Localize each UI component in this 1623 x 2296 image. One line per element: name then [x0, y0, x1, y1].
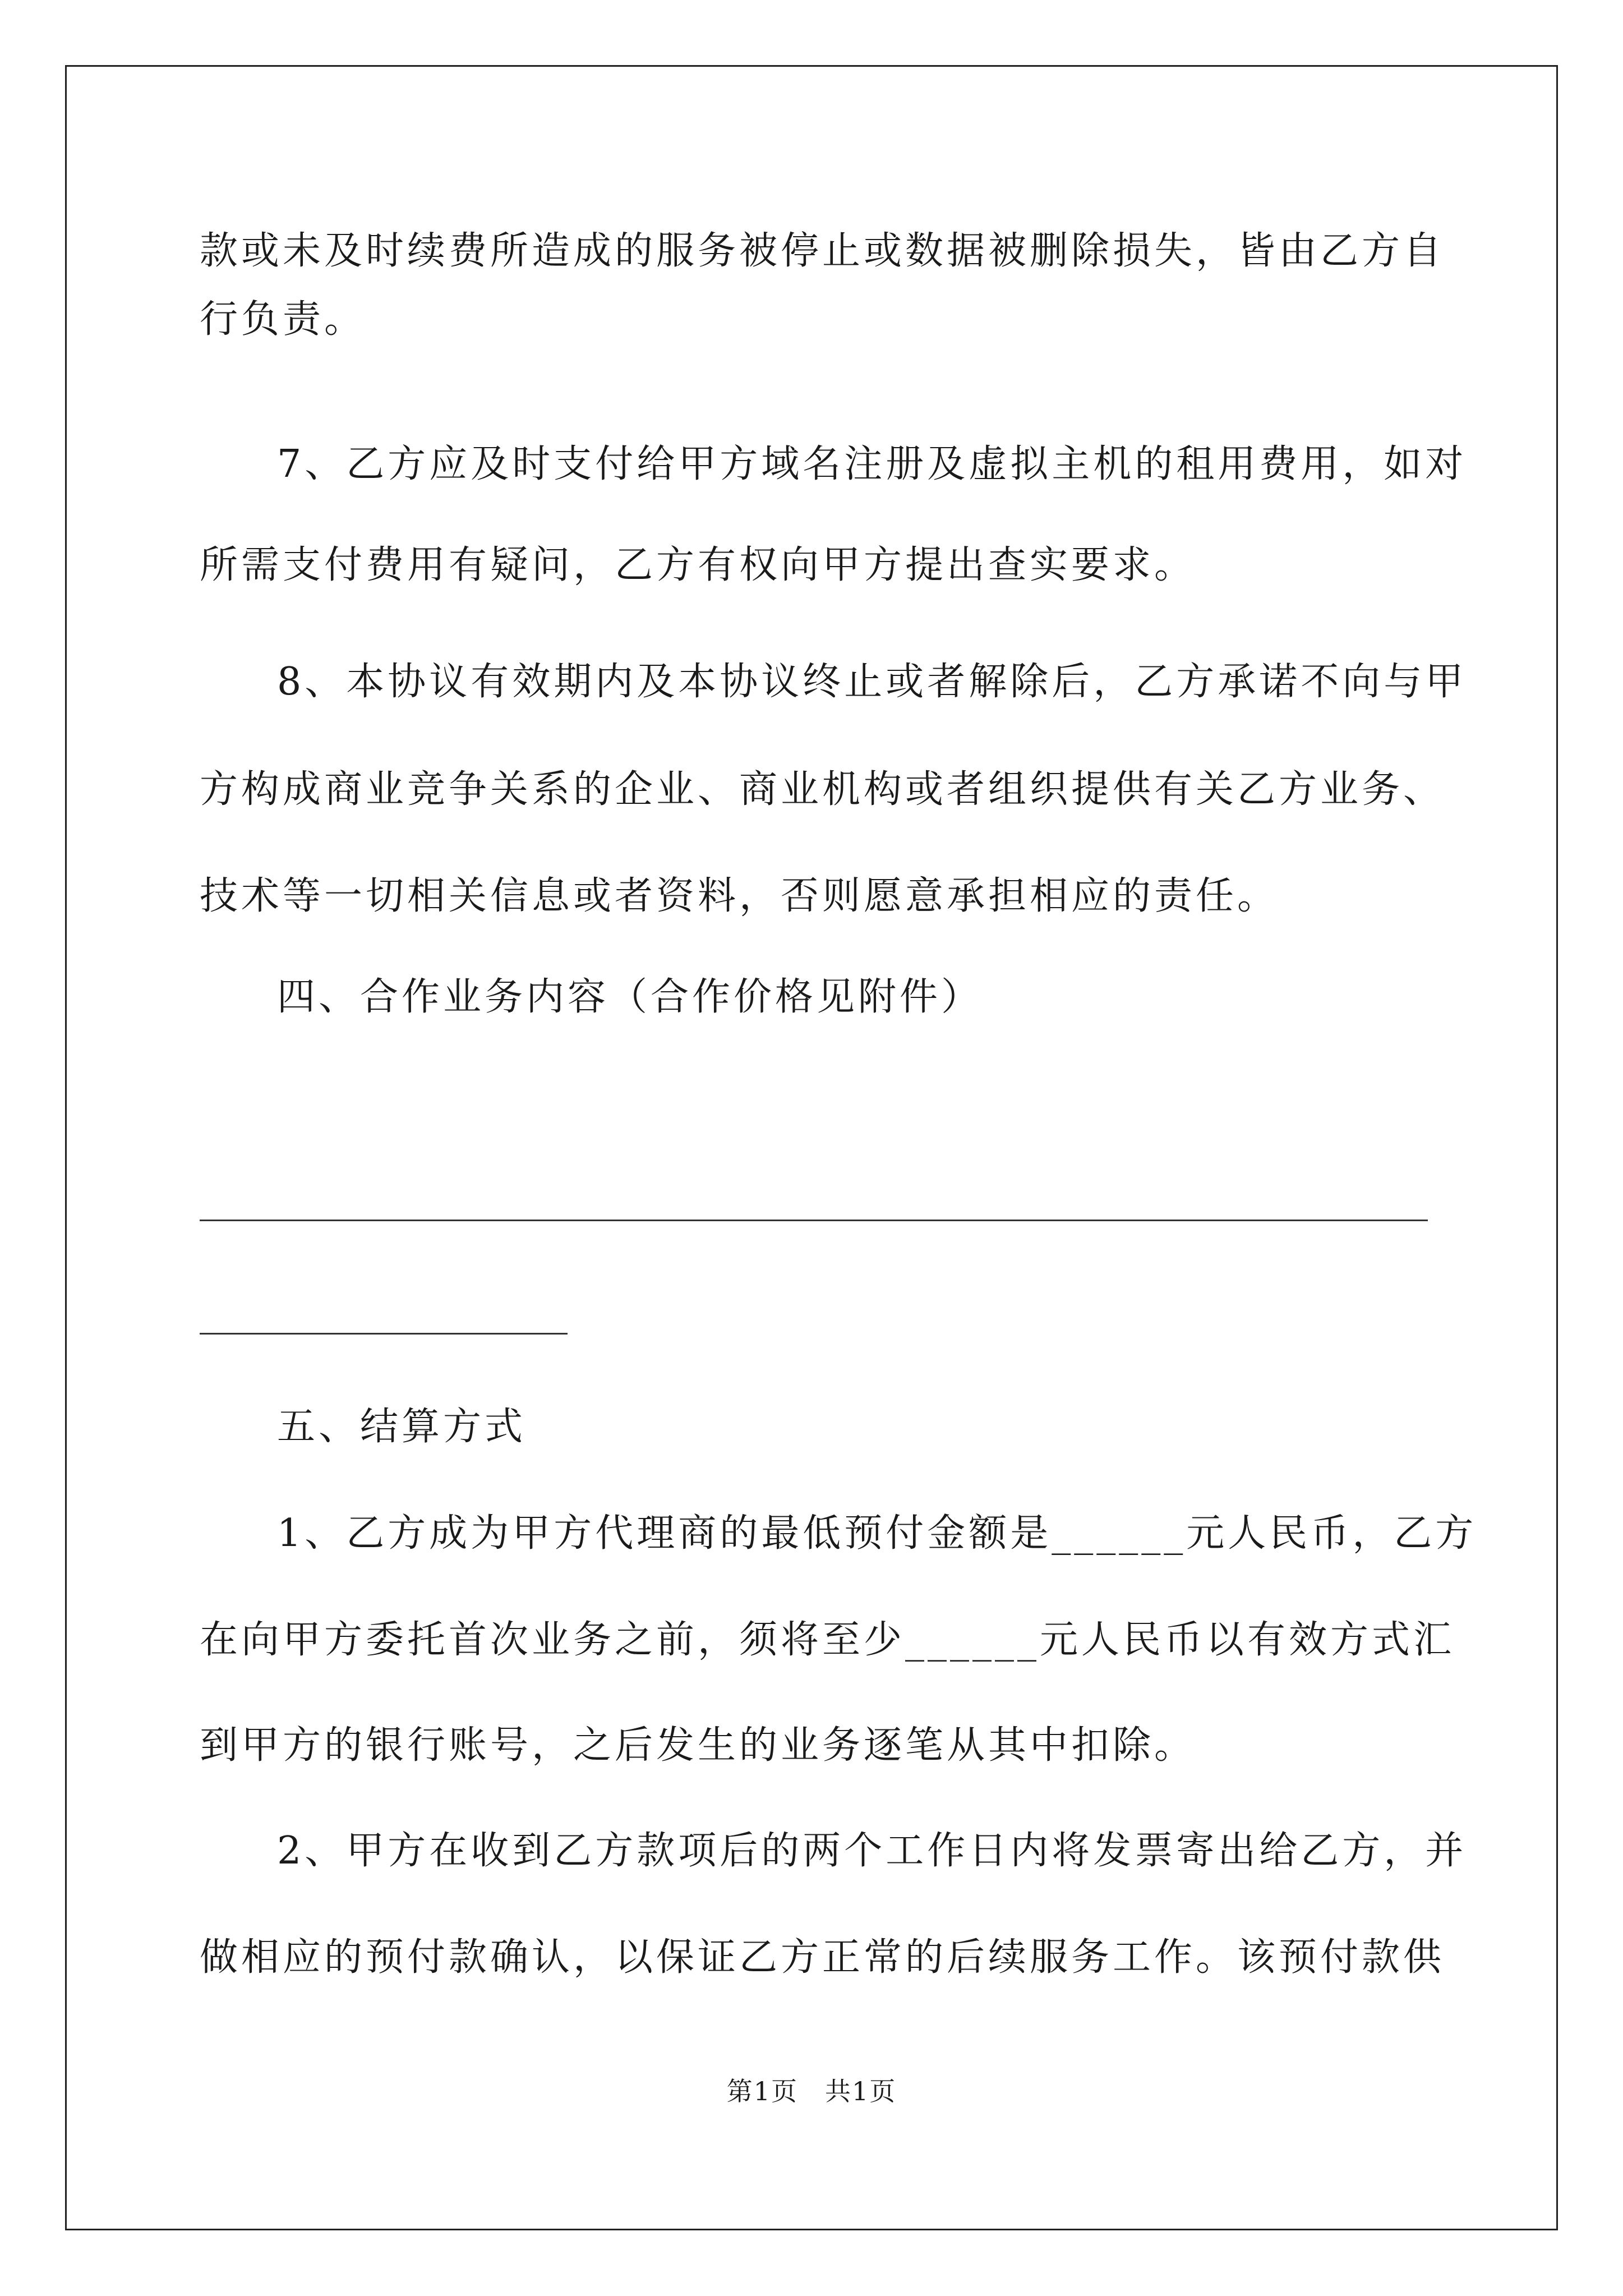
text-line-1: 款或未及时续费所造成的服务被停止或数据被删除损失，皆由乙方自 [200, 229, 1445, 273]
blank-line-long [200, 1220, 1428, 1221]
text-line-10: 到甲方的银行账号，之后发生的业务逐笔从其中扣除。 [200, 1723, 1196, 1768]
text-line-6: 方构成商业竞争关系的企业、商业机构或者组织提供有关乙方业务、 [200, 767, 1445, 812]
text-line-3: 7、乙方应及时支付给甲方域名注册及虚拟主机的租用费用，如对 [277, 442, 1467, 486]
section-heading-4: 四、合作业务内容（合作价格见附件） [277, 975, 983, 1019]
text-line-12: 做相应的预付款确认，以保证乙方正常的后续服务工作。该预付款供 [200, 1935, 1445, 1980]
text-line-9: 在向甲方委托首次业务之前，须将至少______元人民币以有效方式汇 [200, 1618, 1455, 1662]
blank-line-short [200, 1333, 568, 1335]
text-line-7: 技术等一切相关信息或者资料，否则愿意承担相应的责任。 [200, 874, 1279, 918]
text-line-11: 2、甲方在收到乙方款项后的两个工作日内将发票寄出给乙方，并 [277, 1829, 1467, 1873]
text-line-5: 8、本协议有效期内及本协议终止或者解除后，乙方承诺不向与甲 [277, 660, 1467, 704]
page-border [65, 65, 1558, 2230]
text-line-4: 所需支付费用有疑问，乙方有权向甲方提出查实要求。 [200, 543, 1196, 587]
section-heading-5: 五、结算方式 [277, 1405, 527, 1449]
page-number: 第1页 共1页 [726, 2076, 897, 2106]
text-line-2: 行负责。 [200, 297, 366, 342]
text-line-8: 1、乙方成为甲方代理商的最低预付金额是______元人民币，乙方 [277, 1511, 1477, 1556]
